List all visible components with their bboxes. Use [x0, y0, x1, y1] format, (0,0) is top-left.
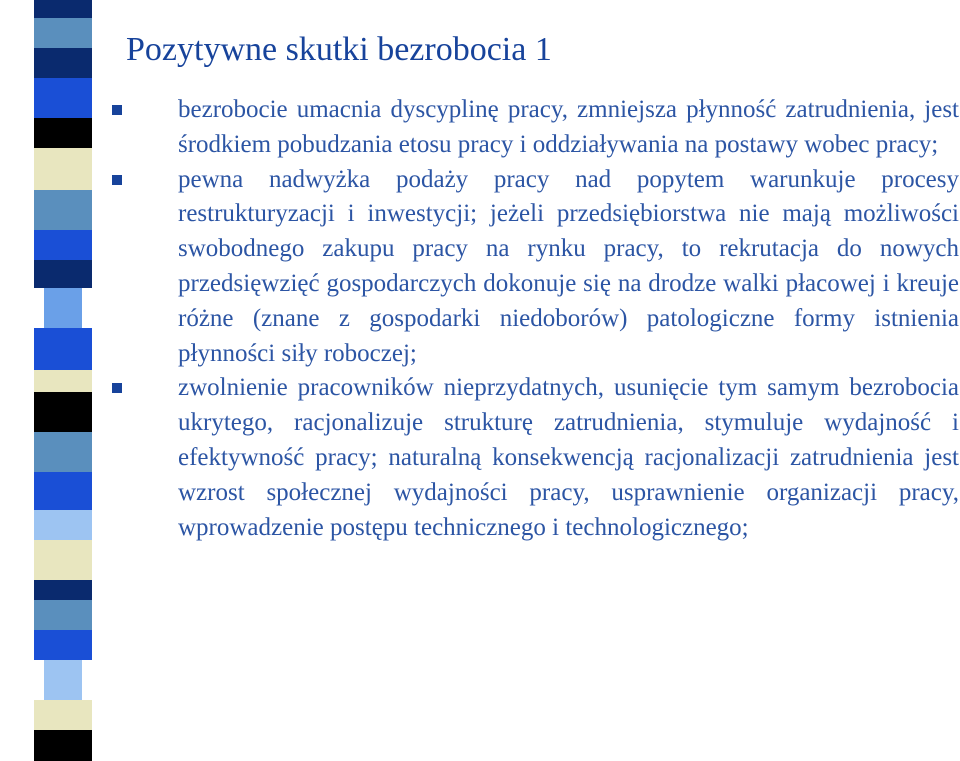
bullet-text: bezrobocie umacnia dyscyplinę pracy, zmniejsza płynność zatrudnienia, jest środkiem pobudzania etosu pracy i oddziaływania na postawy wobec pracy;: [178, 96, 959, 158]
bullet-text: pewna nadwyżka podaży pracy nad popytem warunkuje procesy restrukturyzacji i inwestycji; jeżeli przedsiębiorstwa nie mają możliwości swobodnego zakupu pracy na rynku pracy, to rekrutacja do nowych przedsięwzięć gospodarczych dokonuje się na drodze walki płacowej i kreuje różne (znane z gospodarki niedoborów) patologiczne formy istnienia płynności siły roboczej;: [178, 165, 959, 367]
bullet-list: [178, 93, 959, 545]
square-bullet-icon: [112, 105, 122, 115]
stripe-block: [34, 18, 92, 48]
stripe-block: [34, 540, 92, 580]
bullet-item: [178, 371, 959, 545]
square-bullet-icon: [112, 383, 122, 393]
stripe-block: [34, 118, 92, 148]
stripe-block: [44, 288, 82, 328]
stripe-block: [34, 630, 92, 660]
stripe-block: [34, 48, 92, 78]
stripe-block: [34, 580, 92, 600]
bullet-item: [178, 163, 959, 372]
square-bullet-icon: [112, 175, 122, 185]
stripe-block: [34, 190, 92, 230]
stripe-block: [34, 700, 92, 730]
decorative-stripe-column: [34, 0, 92, 761]
slide-title: Pozytywne skutki bezrobocia 1: [126, 31, 552, 68]
bullet-text: zwolnienie pracowników nieprzydatnych, usunięcie tym samym bezrobocia ukrytego, racjonalizuje strukturę zatrudnienia, stymuluje wydajność i efektywność pracy; naturalną konsekwencją racjonalizacji zatrudnienia jest wzrost społecznej wydajności pracy, usprawnienie organizacji pracy, wprowadzenie postępu technicznego i technologicznego;: [178, 374, 959, 541]
stripe-block: [34, 148, 92, 190]
stripe-block: [34, 78, 92, 118]
stripe-block: [34, 730, 92, 761]
stripe-block: [34, 0, 92, 18]
stripe-block: [34, 260, 92, 288]
stripe-block: [44, 660, 82, 700]
stripe-block: [34, 432, 92, 472]
bullet-item: [178, 93, 959, 163]
stripe-block: [34, 472, 92, 510]
stripe-block: [34, 230, 92, 260]
stripe-block: [34, 510, 92, 540]
stripe-block: [34, 328, 92, 370]
stripe-block: [34, 370, 92, 392]
stripe-block: [34, 392, 92, 432]
stripe-block: [34, 600, 92, 630]
